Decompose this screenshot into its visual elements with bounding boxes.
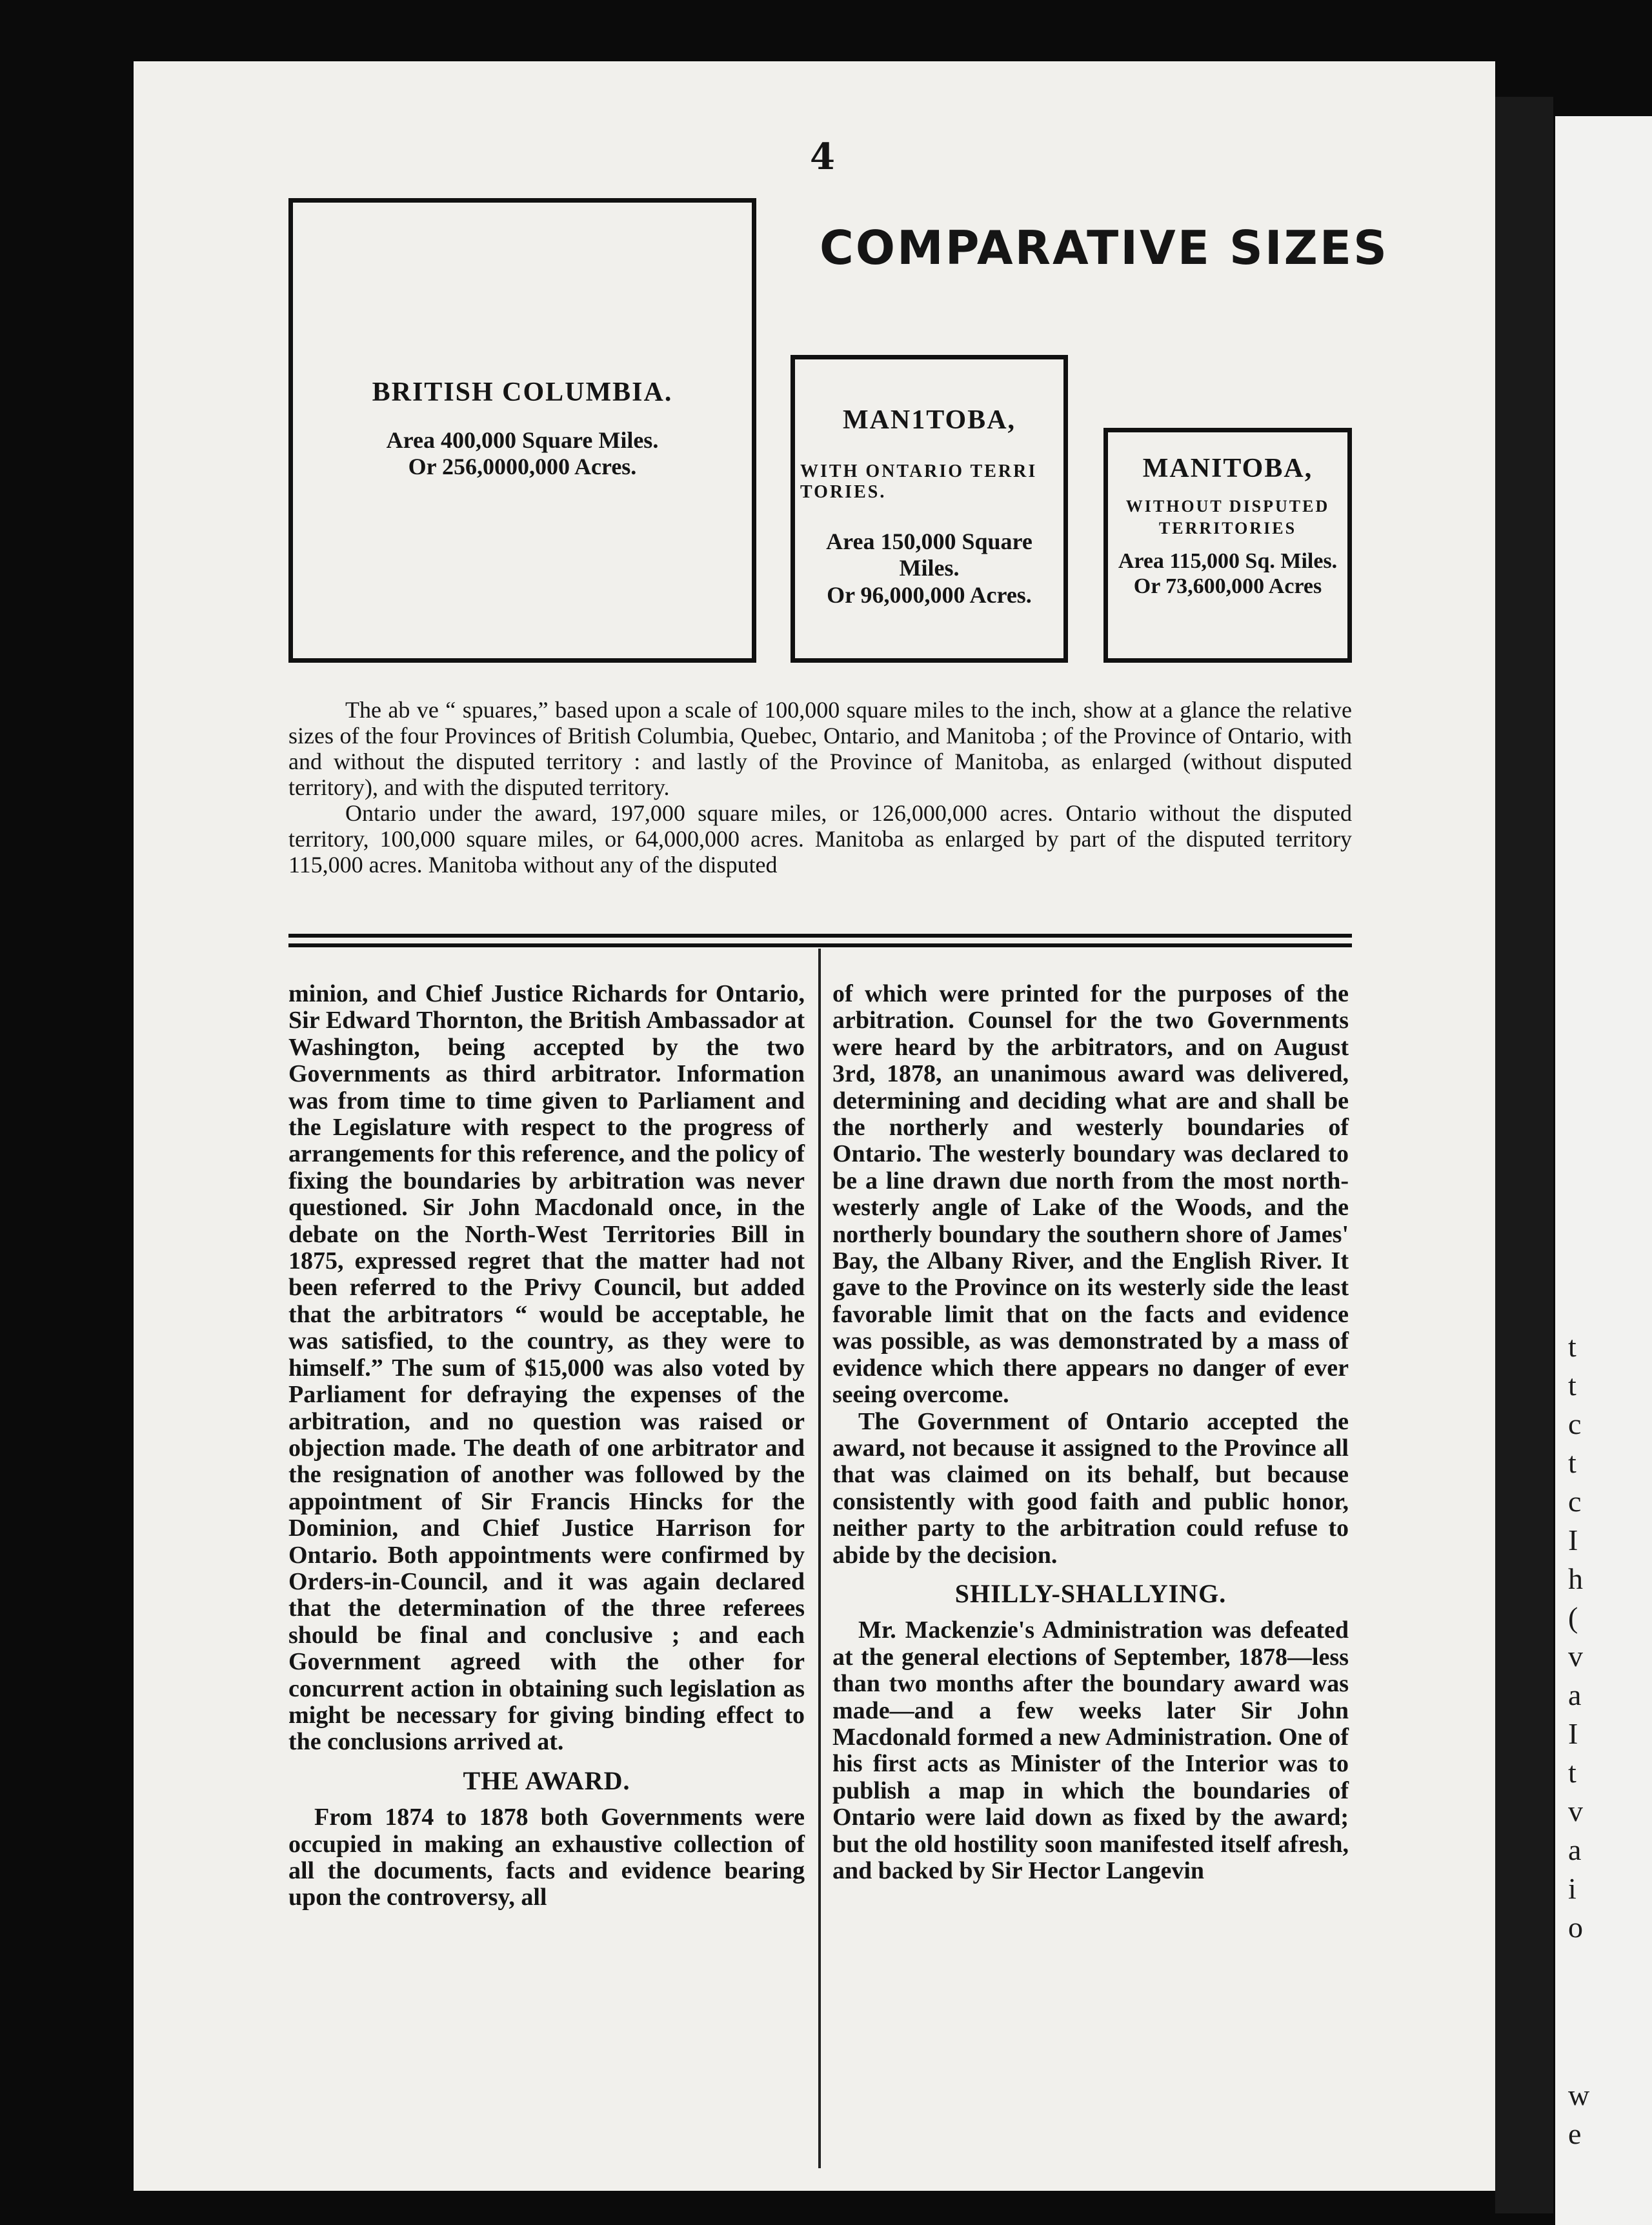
page-heading: COMPARATIVE SIZES [820, 221, 1389, 275]
edge-letter: a [1568, 1678, 1582, 1711]
section-heading: THE AWARD. [463, 1766, 630, 1795]
box-area-line: Area 150,000 Square Miles. [826, 529, 1032, 581]
box-title: BRITISH COLUMBIA. [372, 378, 673, 407]
edge-letter: a [1568, 1833, 1582, 1866]
edge-letter: h [1568, 1562, 1583, 1595]
box-area-line: Or 73,600,000 Acres [1133, 574, 1322, 598]
right-column [832, 981, 1349, 1884]
box-area-line: Area 400,000 Square Miles. [386, 427, 659, 453]
box-area-line: Area 115,000 Sq. Miles. [1118, 549, 1338, 573]
caption-paragraph: Ontario under the award, 197,000 square miles, or 126,000,000 acres. Ontario without the disputed territory, 100,000 square miles, or 64,000,000 acres. Manitoba as enlarged by part of the disputed territory 115,000 acres. Manitoba without any of the disputed [288, 800, 1352, 878]
edge-letter: o [1568, 1911, 1583, 1944]
manitoba-with-territories-box [791, 355, 1068, 663]
body-paragraph: of which were printed for the purposes of the arbitration. Counsel for the two Governments were heard by the arbitrators, and on August 3rd, 1878, an unanimous award was delivered, determining and deciding what are and shall be the northerly and westerly boundaries of Ontario. The westerly boundary was declared to be a line drawn due north from the most north-westerly angle of Lake of the Woods, and the northerly boundary the southern shore of James' Bay, the Albany River, and the English River. It gave to the Province on its westerly side the least favorable limit that on the facts and evidence was possible, as was demonstrated by a mass of evidence which there appears no danger of ever seeing overcome. [832, 980, 1349, 1409]
edge-letter: I [1568, 1717, 1578, 1750]
manitoba-without-territories-box [1103, 428, 1352, 663]
edge-letter: t [1568, 1446, 1576, 1479]
divider-rule-top [288, 934, 1352, 938]
edge-letter: c [1568, 1485, 1582, 1518]
edge-letter: v [1568, 1795, 1583, 1827]
edge-letter: i [1568, 1872, 1576, 1905]
left-column [288, 981, 805, 1911]
edge-letter: v [1568, 1640, 1583, 1673]
box-subtitle: WITH ONTARIO TERRI TORIES. [800, 461, 1038, 502]
edge-letter: w [1568, 2079, 1590, 2111]
british-columbia-box [288, 198, 756, 663]
edge-letter: I [1568, 1524, 1578, 1556]
edge-letter: t [1568, 1330, 1576, 1363]
caption-block [288, 697, 1352, 878]
page-gutter-shadow [1495, 97, 1553, 2213]
body-paragraph: From 1874 to 1878 both Governments were occupied in making an exhaustive collection of all the documents, facts and evidence bearing upon the controversy, all [288, 1804, 805, 1911]
edge-letter: e [1568, 2117, 1582, 2150]
column-divider [818, 949, 821, 2168]
divider-rule-bottom [288, 943, 1352, 947]
adjacent-page-edge [1555, 116, 1652, 2225]
caption-paragraph: The ab ve “ spuares,” based upon a scale of 100,000 square miles to the inch, show at a glance the relative sizes of the four Provinces of British Columbia, Quebec, Ontario, and Manitoba ; of the Province of Ontario, with and without the disputed territory : and lastly of the Province of Manitoba, as enlarged (without disputed territory), and with the disputed territory. [288, 697, 1352, 800]
edge-letter: t [1568, 1756, 1576, 1789]
body-paragraph: The Government of Ontario accepted the award, not because it assigned to the Province all that was claimed on its behalf, but because consistently with good faith and public honor, neither party to the arbitration could refuse to abide by the decision. [832, 1407, 1349, 1569]
box-area-line: Or 256,0000,000 Acres. [408, 454, 637, 480]
page-number: 4 [810, 136, 835, 178]
edge-letter: t [1568, 1369, 1576, 1402]
box-title: MAN1TOBA, [842, 405, 1016, 435]
box-area-line: Or 96,000,000 Acres. [827, 581, 1032, 608]
section-heading: SHILLY-SHALLYING. [954, 1578, 1227, 1608]
edge-letter: ( [1568, 1601, 1578, 1634]
body-paragraph: Mr. Mackenzie's Administration was defeated at the general elections of September, 1878—less than two months after the boundary award was made—and a few weeks later Sir John Macdonald formed a new Administration. One of his first acts as Minister of the Interior was to publish a map in which the boundaries of Ontario were laid down as fixed by the award; but the old hostility soon manifested itself afresh, and backed by Sir Hector Langevin [832, 1616, 1349, 1884]
body-paragraph: minion, and Chief Justice Richards for Ontario, Sir Edward Thornton, the British Ambassador at Washington, being accepted by the two Governments as third arbitrator. Information was from time to time given to Parliament and the Legislature with respect to the progress of arrangements for this reference, and the policy of fixing the boundaries by arbitration was never questioned. Sir John Macdonald once, in the debate on the North-West Territories Bill in 1875, expressed regret that the matter had not been referred to the Privy Council, but added that the arbitrators “ would be acceptable, he was satisfied, to the country, as they were to himself.” The sum of $15,000 was also voted by Parliament for defraying the expenses of the arbitration, and no question was raised or objection made. The death of one arbitrator and the resignation of another was followed by the appointment of Sir Francis Hincks for the Dominion, and Chief Justice Harrison for Ontario. Both appointments were confirmed by Orders-in-Council, and it was again declared that the determination of the three referees should be final and conclusive ; and each Government agreed with the other for concurrent action in obtaining such legislation as might be necessary for giving binding effect to the conclusions arrived at. [288, 980, 805, 1756]
edge-letter: c [1568, 1407, 1582, 1440]
box-title: MANITOBA, [1142, 454, 1313, 483]
box-subtitle: WITHOUT DISPUTED TERRITORIES [1125, 497, 1330, 538]
